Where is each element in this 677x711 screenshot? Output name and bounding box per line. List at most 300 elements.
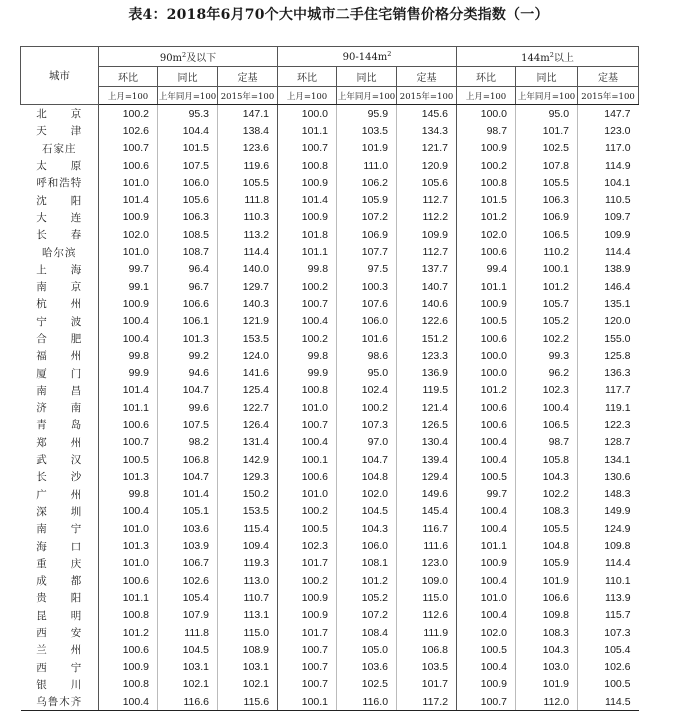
index-value: 128.7	[578, 434, 639, 451]
index-value: 99.9	[99, 364, 158, 381]
table-row	[21, 122, 639, 139]
city-name: 杭 州	[36, 298, 83, 311]
sub-header-yoy: 同比	[337, 67, 397, 87]
index-value: 105.5	[218, 174, 278, 191]
index-value: 94.6	[158, 364, 218, 381]
index-value: 100.8	[99, 676, 158, 693]
index-value: 100.7	[278, 295, 337, 312]
index-value: 146.4	[578, 278, 639, 295]
index-value: 102.6	[99, 122, 158, 139]
index-value: 106.1	[158, 313, 218, 330]
city-name: 太 原	[36, 160, 83, 173]
index-value: 101.3	[99, 468, 158, 485]
index-value: 100.7	[278, 676, 337, 693]
table-row	[21, 572, 639, 589]
index-value: 100.2	[278, 278, 337, 295]
table-row	[21, 295, 639, 312]
city-name: 深 圳	[36, 505, 83, 518]
index-value: 109.9	[397, 226, 457, 243]
index-value: 98.6	[337, 347, 397, 364]
index-value: 101.2	[457, 209, 516, 226]
index-value: 104.3	[516, 468, 578, 485]
table-row	[21, 105, 639, 123]
index-value: 100.9	[99, 659, 158, 676]
index-value: 117.0	[578, 140, 639, 157]
index-value: 126.4	[218, 416, 278, 433]
index-value: 101.4	[99, 382, 158, 399]
index-value: 108.9	[218, 641, 278, 658]
index-value: 101.1	[278, 243, 337, 260]
index-value: 100.2	[278, 572, 337, 589]
table-row	[21, 607, 639, 624]
sub-header-mom: 环比	[99, 67, 158, 87]
table-row	[21, 555, 639, 572]
index-value: 109.4	[218, 537, 278, 554]
city-column-header: 城市	[21, 47, 99, 105]
index-value: 101.2	[516, 278, 578, 295]
index-value: 149.9	[578, 503, 639, 520]
index-value: 109.9	[578, 226, 639, 243]
index-value: 109.7	[578, 209, 639, 226]
index-value: 119.5	[397, 382, 457, 399]
table-row	[21, 174, 639, 191]
index-value: 115.0	[397, 589, 457, 606]
index-value: 116.7	[397, 520, 457, 537]
base-label-last-month: 上月=100	[99, 87, 158, 105]
city-name: 福 州	[36, 350, 83, 363]
index-value: 100.0	[278, 105, 337, 123]
index-value: 106.7	[158, 555, 218, 572]
index-value: 100.4	[99, 503, 158, 520]
index-value: 113.1	[218, 607, 278, 624]
index-value: 107.3	[337, 416, 397, 433]
city-name: 昆 明	[36, 609, 83, 622]
index-value: 120.0	[578, 313, 639, 330]
index-value: 99.2	[158, 347, 218, 364]
index-value: 101.1	[99, 589, 158, 606]
index-value: 112.2	[397, 209, 457, 226]
index-value: 100.9	[99, 295, 158, 312]
index-value: 101.3	[99, 537, 158, 554]
index-value: 101.4	[99, 191, 158, 208]
index-value: 96.4	[158, 261, 218, 278]
city-name: 厦 门	[36, 367, 83, 380]
index-value: 102.2	[516, 330, 578, 347]
index-value: 103.0	[516, 659, 578, 676]
city-name: 贵 阳	[36, 592, 83, 605]
table-row	[21, 347, 639, 364]
index-value: 136.9	[397, 364, 457, 381]
index-value: 102.3	[278, 537, 337, 554]
index-value: 101.0	[278, 399, 337, 416]
city-name: 武 汉	[36, 454, 83, 467]
city-name: 重 庆	[36, 557, 83, 570]
index-value: 153.5	[218, 330, 278, 347]
index-value: 105.4	[578, 641, 639, 658]
index-value: 101.4	[158, 486, 218, 503]
index-value: 101.9	[516, 572, 578, 589]
table-title: 表4：2018年6月70个大中城市二手住宅销售价格分类指数（一）	[128, 7, 549, 23]
index-value: 104.3	[516, 641, 578, 658]
index-value: 101.0	[457, 589, 516, 606]
index-value: 100.7	[278, 416, 337, 433]
index-value: 148.3	[578, 486, 639, 503]
index-value: 104.4	[158, 122, 218, 139]
index-value: 101.0	[99, 555, 158, 572]
index-value: 101.1	[99, 399, 158, 416]
index-value: 98.7	[457, 122, 516, 139]
index-value: 103.1	[158, 659, 218, 676]
index-value: 111.0	[337, 157, 397, 174]
index-value: 102.6	[578, 659, 639, 676]
index-value: 100.4	[99, 693, 158, 711]
index-value: 100.9	[457, 295, 516, 312]
index-value: 107.2	[337, 607, 397, 624]
base-label-2015: 2015年=100	[578, 87, 639, 105]
base-label-last-year: 上年同月=100	[516, 87, 578, 105]
index-value: 101.8	[278, 226, 337, 243]
index-value: 107.3	[578, 624, 639, 641]
index-value: 129.3	[218, 468, 278, 485]
index-value: 141.6	[218, 364, 278, 381]
index-value: 99.3	[516, 347, 578, 364]
index-value: 114.9	[578, 157, 639, 174]
index-value: 102.0	[457, 226, 516, 243]
city-name: 大 连	[36, 211, 83, 224]
index-value: 145.4	[397, 503, 457, 520]
index-value: 140.7	[397, 278, 457, 295]
index-value: 110.1	[578, 572, 639, 589]
index-value: 100.4	[457, 520, 516, 537]
index-value: 107.5	[158, 157, 218, 174]
index-value: 100.4	[99, 330, 158, 347]
index-value: 153.5	[218, 503, 278, 520]
index-value: 140.0	[218, 261, 278, 278]
index-value: 107.5	[158, 416, 218, 433]
index-value: 101.2	[337, 572, 397, 589]
index-value: 99.1	[99, 278, 158, 295]
index-value: 101.5	[158, 140, 218, 157]
base-label-2015: 2015年=100	[397, 87, 457, 105]
index-value: 101.4	[278, 191, 337, 208]
index-value: 145.6	[397, 105, 457, 123]
index-value: 140.6	[397, 295, 457, 312]
index-value: 119.6	[218, 157, 278, 174]
index-value: 96.2	[516, 364, 578, 381]
index-value: 104.8	[337, 468, 397, 485]
index-value: 101.1	[278, 122, 337, 139]
index-value: 101.7	[397, 676, 457, 693]
base-label-last-year: 上年同月=100	[337, 87, 397, 105]
index-value: 104.7	[337, 451, 397, 468]
index-value: 102.2	[516, 486, 578, 503]
index-value: 95.0	[516, 105, 578, 123]
index-value: 95.9	[337, 105, 397, 123]
index-value: 100.2	[457, 157, 516, 174]
base-label-last-month: 上月=100	[278, 87, 337, 105]
city-name: 南 昌	[36, 384, 83, 397]
index-value: 100.2	[278, 330, 337, 347]
index-value: 102.4	[337, 382, 397, 399]
index-value: 107.8	[516, 157, 578, 174]
index-value: 99.8	[278, 261, 337, 278]
index-value: 100.1	[278, 451, 337, 468]
index-value: 120.9	[397, 157, 457, 174]
index-value: 126.5	[397, 416, 457, 433]
index-value: 117.2	[397, 693, 457, 711]
index-value: 100.8	[99, 607, 158, 624]
index-value: 147.1	[218, 105, 278, 123]
index-value: 103.6	[158, 520, 218, 537]
index-value: 115.7	[578, 607, 639, 624]
index-value: 103.9	[158, 537, 218, 554]
index-value: 100.5	[278, 520, 337, 537]
base-label-2015: 2015年=100	[218, 87, 278, 105]
city-name: 长 沙	[36, 471, 83, 484]
index-value: 104.3	[337, 520, 397, 537]
index-value: 100.9	[99, 209, 158, 226]
index-value: 100.9	[278, 589, 337, 606]
table-row	[21, 191, 639, 208]
index-value: 100.4	[457, 572, 516, 589]
table-row	[21, 416, 639, 433]
city-name: 济 南	[36, 402, 83, 415]
index-value: 101.1	[457, 537, 516, 554]
index-value: 105.7	[516, 295, 578, 312]
index-value: 114.4	[218, 243, 278, 260]
sub-header-fixed-base: 定基	[218, 67, 278, 87]
index-value: 100.7	[278, 641, 337, 658]
index-value: 106.0	[337, 537, 397, 554]
index-value: 113.2	[218, 226, 278, 243]
index-value: 100.6	[99, 572, 158, 589]
index-value: 155.0	[578, 330, 639, 347]
index-value: 95.3	[158, 105, 218, 123]
index-value: 122.3	[578, 416, 639, 433]
index-value: 149.6	[397, 486, 457, 503]
index-value: 101.2	[99, 624, 158, 641]
index-value: 105.4	[158, 589, 218, 606]
table-row	[21, 624, 639, 641]
index-value: 136.3	[578, 364, 639, 381]
index-value: 108.3	[516, 503, 578, 520]
index-value: 104.7	[158, 382, 218, 399]
index-value: 105.8	[516, 451, 578, 468]
city-name: 西 宁	[36, 661, 83, 674]
index-value: 110.3	[218, 209, 278, 226]
index-value: 109.0	[397, 572, 457, 589]
index-value: 101.0	[99, 243, 158, 260]
table-row	[21, 693, 639, 711]
index-value: 110.2	[516, 243, 578, 260]
index-value: 104.1	[578, 174, 639, 191]
index-value: 113.9	[578, 589, 639, 606]
index-value: 106.9	[337, 226, 397, 243]
index-value: 100.5	[457, 641, 516, 658]
table-body	[21, 105, 639, 711]
index-value: 121.7	[397, 140, 457, 157]
index-value: 129.4	[397, 468, 457, 485]
city-name: 哈尔滨	[42, 246, 77, 259]
index-value: 99.9	[278, 364, 337, 381]
index-value: 123.0	[397, 555, 457, 572]
index-value: 102.0	[337, 486, 397, 503]
index-value: 100.9	[457, 555, 516, 572]
city-name: 合 肥	[36, 333, 83, 345]
index-value: 100.7	[457, 693, 516, 711]
index-value: 106.6	[516, 589, 578, 606]
city-name: 天 津	[36, 125, 83, 138]
index-value: 100.9	[457, 676, 516, 693]
index-value: 99.4	[457, 261, 516, 278]
index-value: 111.8	[158, 624, 218, 641]
index-value: 100.6	[457, 243, 516, 260]
index-value: 100.3	[337, 278, 397, 295]
table-row	[21, 659, 639, 676]
index-value: 100.1	[516, 261, 578, 278]
index-value: 100.4	[278, 434, 337, 451]
index-value: 98.2	[158, 434, 218, 451]
table-row	[21, 382, 639, 399]
table-row	[21, 364, 639, 381]
table-row	[21, 313, 639, 330]
index-value: 100.4	[457, 659, 516, 676]
index-value: 100.5	[578, 676, 639, 693]
table-row	[21, 209, 639, 226]
index-value: 100.5	[457, 313, 516, 330]
index-value: 107.6	[337, 295, 397, 312]
city-name: 南 京	[36, 281, 83, 294]
group-header-90-below: $90m^2$及以下	[99, 47, 278, 67]
index-value: 110.7	[218, 589, 278, 606]
index-value: 134.3	[397, 122, 457, 139]
index-value: 104.5	[337, 503, 397, 520]
table-row	[21, 641, 639, 658]
index-value: 121.9	[218, 313, 278, 330]
index-value: 117.7	[578, 382, 639, 399]
city-name: 北 京	[36, 108, 83, 121]
index-value: 99.7	[457, 486, 516, 503]
index-value: 108.7	[158, 243, 218, 260]
index-value: 111.9	[397, 624, 457, 641]
index-value: 105.9	[516, 555, 578, 572]
index-value: 100.4	[278, 313, 337, 330]
index-value: 130.6	[578, 468, 639, 485]
index-value: 105.6	[397, 174, 457, 191]
index-value: 124.9	[578, 520, 639, 537]
index-value: 108.3	[516, 624, 578, 641]
index-value: 100.6	[99, 157, 158, 174]
index-value: 137.7	[397, 261, 457, 278]
city-name: 海 口	[36, 540, 83, 553]
index-value: 114.4	[578, 555, 639, 572]
index-value: 125.4	[218, 382, 278, 399]
index-value: 107.7	[337, 243, 397, 260]
index-value: 101.9	[337, 140, 397, 157]
sub-header-yoy: 同比	[158, 67, 218, 87]
index-value: 116.0	[337, 693, 397, 711]
table-row	[21, 676, 639, 693]
index-value: 100.7	[99, 140, 158, 157]
index-value: 106.8	[397, 641, 457, 658]
index-value: 100.6	[278, 468, 337, 485]
index-value: 106.0	[337, 313, 397, 330]
index-value: 111.6	[397, 537, 457, 554]
base-label-last-year: 上年同月=100	[158, 87, 218, 105]
city-name: 石家庄	[42, 142, 77, 155]
index-value: 100.0	[457, 105, 516, 123]
index-value: 102.3	[516, 382, 578, 399]
index-value: 140.3	[218, 295, 278, 312]
index-value: 101.7	[278, 624, 337, 641]
index-value: 109.8	[578, 537, 639, 554]
index-value: 131.4	[218, 434, 278, 451]
index-value: 105.0	[337, 641, 397, 658]
index-value: 102.0	[457, 624, 516, 641]
index-value: 106.6	[158, 295, 218, 312]
index-value: 103.5	[337, 122, 397, 139]
table-row	[21, 243, 639, 260]
index-value: 104.7	[158, 468, 218, 485]
city-name: 西 安	[36, 627, 83, 640]
index-value: 100.9	[278, 174, 337, 191]
index-value: 104.5	[158, 641, 218, 658]
city-name: 银 川	[36, 678, 83, 691]
index-value: 100.4	[457, 503, 516, 520]
index-value: 134.1	[578, 451, 639, 468]
group-header-144-above: $144m^2$以上	[457, 47, 639, 67]
index-value: 106.8	[158, 451, 218, 468]
base-label-last-month: 上月=100	[457, 87, 516, 105]
index-value: 121.4	[397, 399, 457, 416]
index-value: 99.8	[278, 347, 337, 364]
city-name: 郑 州	[36, 436, 83, 449]
city-name: 广 州	[36, 488, 83, 501]
index-value: 112.7	[397, 191, 457, 208]
index-value: 100.9	[457, 140, 516, 157]
city-name: 成 都	[36, 575, 83, 588]
index-value: 150.2	[218, 486, 278, 503]
index-value: 101.7	[278, 555, 337, 572]
index-value: 100.9	[278, 209, 337, 226]
index-value: 100.7	[99, 434, 158, 451]
index-value: 139.4	[397, 451, 457, 468]
index-value: 98.7	[516, 434, 578, 451]
sub-header-fixed-base: 定基	[397, 67, 457, 87]
index-value: 100.0	[457, 364, 516, 381]
index-value: 101.0	[278, 486, 337, 503]
index-value: 106.5	[516, 416, 578, 433]
index-value: 123.6	[218, 140, 278, 157]
index-value: 113.0	[218, 572, 278, 589]
index-value: 101.9	[516, 676, 578, 693]
index-value: 100.7	[278, 140, 337, 157]
index-value: 114.4	[578, 243, 639, 260]
index-value: 103.6	[337, 659, 397, 676]
table-row	[21, 399, 639, 416]
table-row	[21, 503, 639, 520]
index-value: 102.6	[158, 572, 218, 589]
index-value: 106.5	[516, 226, 578, 243]
sub-header-mom: 环比	[457, 67, 516, 87]
index-value: 124.0	[218, 347, 278, 364]
index-value: 108.4	[337, 624, 397, 641]
index-value: 99.8	[99, 486, 158, 503]
index-value: 101.2	[457, 382, 516, 399]
city-name: 宁 波	[36, 315, 83, 328]
index-value: 109.8	[516, 607, 578, 624]
index-value: 102.0	[99, 226, 158, 243]
